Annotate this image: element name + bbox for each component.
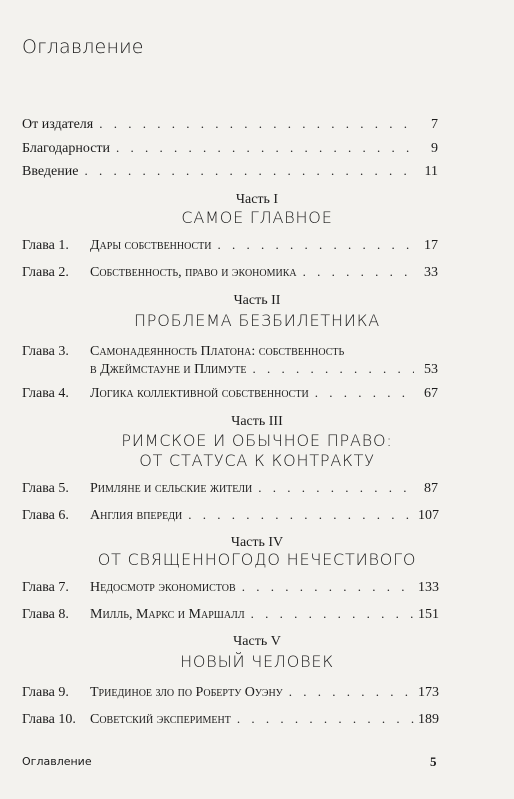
toc-page-number: 9 bbox=[431, 140, 438, 156]
toc-page-number: 67 bbox=[424, 386, 438, 401]
chapter-title-line1: Самонадеянность Платона: собственность bbox=[90, 344, 345, 359]
leader-dots bbox=[315, 386, 414, 400]
chapter-number: Глава 10. bbox=[22, 712, 76, 727]
toc-chapter-7[interactable] bbox=[22, 580, 438, 595]
running-footer: Оглавление bbox=[22, 755, 92, 768]
toc-page-number: 173 bbox=[418, 685, 439, 700]
toc-page-number: 53 bbox=[424, 362, 438, 377]
toc-entry-acknowledgements[interactable] bbox=[22, 141, 438, 165]
toc-page-number: 11 bbox=[424, 164, 438, 179]
toc-entry-label: Введение bbox=[22, 164, 79, 179]
chapter-title: в Джеймстауне и Плимуте bbox=[90, 362, 247, 377]
toc-page-number: 189 bbox=[418, 712, 439, 727]
chapter-number: Глава 6. bbox=[22, 508, 69, 523]
toc-chapter-2[interactable] bbox=[22, 265, 438, 280]
toc-chapter-9[interactable] bbox=[22, 685, 438, 700]
toc-chapter-6[interactable] bbox=[22, 508, 438, 523]
chapter-number: Глава 9. bbox=[22, 685, 69, 700]
leader-dots bbox=[258, 481, 414, 495]
toc-page-number: 133 bbox=[418, 580, 439, 595]
chapter-number: Глава 3. bbox=[22, 344, 69, 359]
leader-dots bbox=[242, 580, 414, 594]
leader-dots bbox=[289, 685, 414, 699]
toc-page-number: 7 bbox=[431, 117, 438, 132]
toc-chapter-1[interactable] bbox=[22, 238, 438, 253]
page-title: Оглавление bbox=[22, 36, 144, 58]
chapter-number: Глава 2. bbox=[22, 265, 69, 280]
toc-entry-introduction[interactable] bbox=[22, 164, 438, 188]
toc-page-number: 107 bbox=[418, 508, 439, 523]
leader-dots bbox=[252, 362, 414, 376]
part-title: ПРОБЛЕМА БЕЗБИЛЕТНИКА bbox=[133, 311, 381, 330]
part-title: ОТ СВЯЩЕННОГОДО НЕЧЕСТИВОГО bbox=[97, 550, 417, 569]
chapter-title: Триединое зло по Роберту Оуэну bbox=[90, 685, 283, 700]
toc-chapter-5[interactable] bbox=[22, 481, 438, 496]
leader-dots bbox=[251, 607, 414, 621]
part-title: НОВЫЙ ЧЕЛОВЕК bbox=[180, 652, 334, 671]
leader-dots bbox=[303, 265, 414, 279]
part-label: Часть IV bbox=[230, 535, 284, 550]
leader-dots bbox=[84, 164, 414, 178]
chapter-number: Глава 8. bbox=[22, 607, 69, 622]
part-label: Часть I bbox=[235, 192, 279, 207]
toc-page-number: 151 bbox=[418, 607, 439, 622]
leader-dots bbox=[188, 508, 414, 522]
chapter-title: Дары собственности bbox=[90, 238, 212, 253]
leader-dots bbox=[116, 141, 414, 155]
leader-dots bbox=[237, 712, 414, 726]
chapter-number: Глава 4. bbox=[22, 386, 69, 401]
folio-page-number: 5 bbox=[430, 754, 437, 769]
front-matter-list bbox=[22, 117, 438, 188]
part-title: ОТ СТАТУСА К КОНТРАКТУ bbox=[139, 451, 375, 470]
part-label: Часть V bbox=[233, 634, 281, 649]
part-title: САМОЕ ГЛАВНОЕ bbox=[181, 208, 333, 227]
part-label: Часть II bbox=[233, 293, 281, 308]
toc-chapter-4[interactable] bbox=[22, 386, 438, 401]
part-title-line1: РИМСКОЕ И ОБЫЧНОЕ ПРАВО: bbox=[121, 431, 393, 450]
toc-page-number: 87 bbox=[424, 481, 438, 496]
chapter-number: Глава 7. bbox=[22, 580, 69, 595]
chapter-number: Глава 5. bbox=[22, 481, 69, 496]
toc-entry-label: От издателя bbox=[22, 117, 94, 132]
toc-chapter-3[interactable] bbox=[22, 344, 438, 377]
chapter-title: Логика коллективной собственности bbox=[90, 386, 309, 401]
toc-entry-label: Благодарности bbox=[22, 140, 111, 156]
part-label: Часть III bbox=[231, 414, 283, 429]
leader-dots bbox=[99, 117, 414, 131]
toc-chapter-8[interactable] bbox=[22, 607, 438, 622]
toc-page-number: 33 bbox=[424, 265, 438, 280]
chapter-title: Недосмотр экономистов bbox=[90, 580, 236, 595]
toc-page-number: 17 bbox=[424, 238, 438, 253]
leader-dots bbox=[217, 238, 414, 252]
chapter-title: Советский эксперимент bbox=[90, 712, 231, 727]
toc-chapter-10[interactable] bbox=[22, 712, 438, 727]
toc-entry-publisher[interactable] bbox=[22, 117, 438, 141]
chapter-title: Римляне и сельские жители bbox=[90, 481, 253, 496]
chapter-number: Глава 1. bbox=[22, 238, 69, 253]
chapter-title: Милль, Маркс и Маршалл bbox=[90, 607, 245, 622]
chapter-title: Собственность, право и экономика bbox=[90, 265, 297, 280]
chapter-title: Англия впереди bbox=[90, 508, 183, 523]
